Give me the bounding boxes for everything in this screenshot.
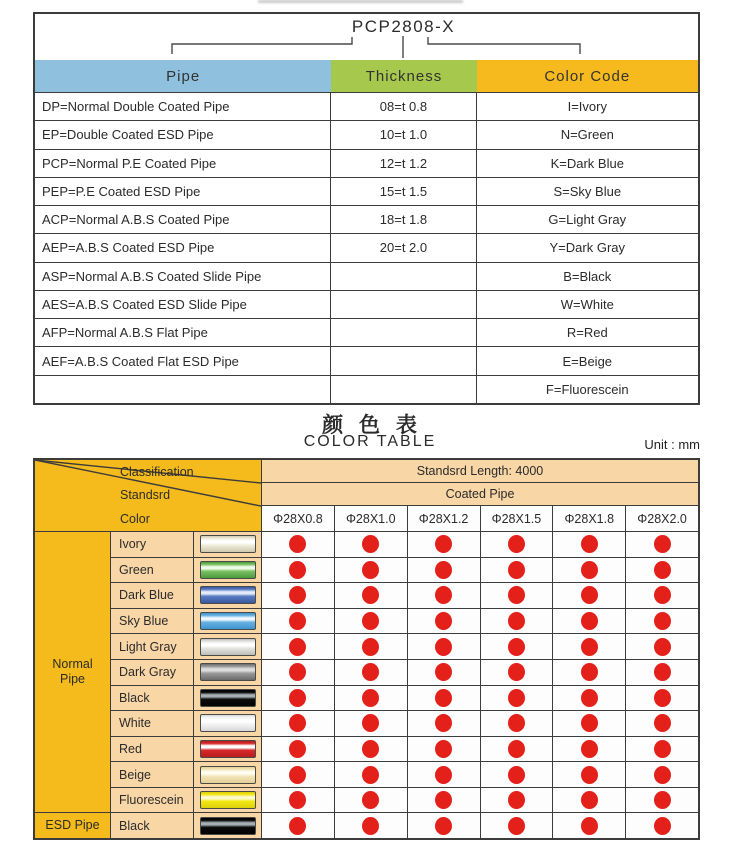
availability-cell xyxy=(626,583,698,608)
color-swatch-cell xyxy=(194,558,261,583)
availability-cell xyxy=(408,609,480,634)
color-swatch xyxy=(200,689,256,707)
available-dot-icon xyxy=(581,714,598,732)
color-code-cell: W=White xyxy=(560,296,614,312)
spec-header-color-code: Color Code xyxy=(477,60,698,92)
availability-cell xyxy=(553,558,625,583)
available-dot-icon xyxy=(581,791,598,809)
spec-row xyxy=(35,375,698,403)
thickness-code-cell xyxy=(331,319,476,346)
availability-cell xyxy=(262,532,334,557)
availability-cell xyxy=(335,737,407,762)
availability-cell xyxy=(553,532,625,557)
color-name-cell: Light Gray xyxy=(111,634,193,659)
pipe-code-cell xyxy=(35,376,331,403)
availability-cell xyxy=(408,558,480,583)
availability-cell xyxy=(262,737,334,762)
availability-cell xyxy=(262,558,334,583)
availability-cell xyxy=(481,788,553,813)
color-code-cell: S=Sky Blue xyxy=(553,183,622,199)
thickness-code-cell: 12=t 1.2 xyxy=(331,150,476,177)
available-dot-icon xyxy=(289,535,306,553)
available-dot-icon xyxy=(289,817,306,835)
color-name-cell: Black xyxy=(111,686,193,711)
color-code-cell: R=Red xyxy=(566,325,608,341)
size-header-cell: Φ28X1.8 xyxy=(553,506,625,531)
color-name-cell: Ivory xyxy=(111,532,193,557)
color-code-cell: G=Light Gray xyxy=(548,212,627,228)
corner-header-cell xyxy=(35,460,261,531)
thickness-code-cell xyxy=(331,347,476,374)
spec-row xyxy=(35,120,698,148)
availability-cell xyxy=(553,660,625,685)
spec-row xyxy=(35,318,698,346)
availability-cell xyxy=(408,813,480,838)
color-name-cell: Fluorescein xyxy=(111,788,193,813)
color-swatch-cell xyxy=(194,762,261,787)
color-code-cell: I=Ivory xyxy=(567,99,607,115)
model-code-table xyxy=(33,12,700,405)
color-name-cell: White xyxy=(111,711,193,736)
color-name-cell: Black xyxy=(111,813,193,838)
availability-cell xyxy=(335,711,407,736)
available-dot-icon xyxy=(362,612,379,630)
color-swatch xyxy=(200,791,256,809)
corner-label-classification: Classification xyxy=(120,464,194,479)
availability-cell xyxy=(335,813,407,838)
available-dot-icon xyxy=(508,561,525,579)
available-dot-icon xyxy=(508,586,525,604)
available-dot-icon xyxy=(654,638,671,656)
thickness-code-cell xyxy=(331,291,476,318)
thickness-code-cell: 15=t 1.5 xyxy=(331,178,476,205)
availability-cell xyxy=(481,634,553,659)
spec-row xyxy=(35,290,698,318)
available-dot-icon xyxy=(654,535,671,553)
available-dot-icon xyxy=(581,561,598,579)
color-swatch xyxy=(200,535,256,553)
availability-cell xyxy=(262,762,334,787)
color-name-cell: Green xyxy=(111,558,193,583)
color-swatch-cell xyxy=(194,711,261,736)
availability-cell xyxy=(481,686,553,711)
available-dot-icon xyxy=(654,689,671,707)
pipe-group-cell: ESD Pipe xyxy=(35,813,110,838)
availability-cell xyxy=(626,737,698,762)
availability-cell xyxy=(262,788,334,813)
available-dot-icon xyxy=(508,817,525,835)
available-dot-icon xyxy=(289,586,306,604)
color-name-cell: Red xyxy=(111,737,193,762)
available-dot-icon xyxy=(435,561,452,579)
availability-cell xyxy=(335,609,407,634)
pipe-code-cell: PCP=Normal P.E Coated Pipe xyxy=(35,150,331,177)
available-dot-icon xyxy=(508,612,525,630)
color-swatch-cell xyxy=(194,813,261,838)
color-swatch xyxy=(200,586,256,604)
availability-cell xyxy=(553,634,625,659)
color-name-cell: Sky Blue xyxy=(111,609,193,634)
available-dot-icon xyxy=(362,663,379,681)
availability-cell xyxy=(553,813,625,838)
availability-cell xyxy=(335,762,407,787)
color-name-cell: Dark Blue xyxy=(111,583,193,608)
availability-cell xyxy=(262,609,334,634)
availability-cell xyxy=(481,813,553,838)
available-dot-icon xyxy=(435,689,452,707)
spec-header-pipe: Pipe xyxy=(35,60,331,92)
available-dot-icon xyxy=(362,766,379,784)
available-dot-icon xyxy=(581,817,598,835)
spec-row xyxy=(35,149,698,177)
available-dot-icon xyxy=(362,638,379,656)
color-code-cell: K=Dark Blue xyxy=(550,155,624,171)
availability-cell xyxy=(335,788,407,813)
available-dot-icon xyxy=(581,766,598,784)
available-dot-icon xyxy=(362,535,379,553)
pipe-code-cell: AEF=A.B.S Coated Flat ESD Pipe xyxy=(35,347,331,374)
color-swatch-cell xyxy=(194,634,261,659)
model-code-title: PCP2808-X xyxy=(351,17,456,36)
availability-cell xyxy=(335,558,407,583)
size-header-cell: Φ28X0.8 xyxy=(262,506,334,531)
spec-row xyxy=(35,233,698,261)
color-name-cell: Dark Gray xyxy=(111,660,193,685)
available-dot-icon xyxy=(435,766,452,784)
color-table xyxy=(33,458,700,840)
availability-cell xyxy=(626,634,698,659)
spec-rows xyxy=(35,92,698,403)
availability-cell xyxy=(553,686,625,711)
available-dot-icon xyxy=(654,766,671,784)
pipe-code-cell: DP=Normal Double Coated Pipe xyxy=(35,93,331,120)
color-swatch xyxy=(200,612,256,630)
color-table-title-cn: 颜 色 表 xyxy=(322,414,422,437)
available-dot-icon xyxy=(362,740,379,758)
availability-cell xyxy=(481,609,553,634)
available-dot-icon xyxy=(654,663,671,681)
available-dot-icon xyxy=(654,817,671,835)
pipe-code-cell: EP=Double Coated ESD Pipe xyxy=(35,121,331,148)
available-dot-icon xyxy=(508,689,525,707)
pipe-group-cell: Normal Pipe xyxy=(35,532,110,812)
availability-cell xyxy=(553,711,625,736)
available-dot-icon xyxy=(508,766,525,784)
available-dot-icon xyxy=(435,663,452,681)
availability-cell xyxy=(262,711,334,736)
availability-cell xyxy=(481,737,553,762)
available-dot-icon xyxy=(289,689,306,707)
available-dot-icon xyxy=(435,817,452,835)
color-swatch-cell xyxy=(194,660,261,685)
available-dot-icon xyxy=(289,663,306,681)
available-dot-icon xyxy=(654,586,671,604)
availability-cell xyxy=(408,532,480,557)
available-dot-icon xyxy=(435,791,452,809)
available-dot-icon xyxy=(508,535,525,553)
availability-cell xyxy=(408,660,480,685)
available-dot-icon xyxy=(362,689,379,707)
availability-cell xyxy=(481,532,553,557)
availability-cell xyxy=(626,558,698,583)
spec-header-row xyxy=(35,60,698,92)
color-swatch-cell xyxy=(194,532,261,557)
thickness-code-cell: 20=t 2.0 xyxy=(331,234,476,261)
availability-cell xyxy=(335,660,407,685)
availability-cell xyxy=(481,558,553,583)
spec-header-thickness: Thickness xyxy=(331,60,476,92)
available-dot-icon xyxy=(289,561,306,579)
available-dot-icon xyxy=(508,791,525,809)
availability-cell xyxy=(408,737,480,762)
available-dot-icon xyxy=(435,535,452,553)
available-dot-icon xyxy=(654,740,671,758)
available-dot-icon xyxy=(435,714,452,732)
available-dot-icon xyxy=(362,791,379,809)
available-dot-icon xyxy=(289,612,306,630)
color-swatch xyxy=(200,766,256,784)
pipe-code-cell: PEP=P.E Coated ESD Pipe xyxy=(35,178,331,205)
available-dot-icon xyxy=(362,714,379,732)
corner-label-color: Color xyxy=(120,511,150,526)
thickness-code-cell xyxy=(331,376,476,403)
availability-cell xyxy=(553,788,625,813)
available-dot-icon xyxy=(508,638,525,656)
spec-row xyxy=(35,205,698,233)
color-code-cell: Y=Dark Gray xyxy=(549,240,626,256)
color-code-cell: E=Beige xyxy=(562,353,613,369)
available-dot-icon xyxy=(581,740,598,758)
color-swatch-cell xyxy=(194,788,261,813)
color-code-cell: B=Black xyxy=(563,268,612,284)
availability-cell xyxy=(335,583,407,608)
color-swatch xyxy=(200,740,256,758)
color-swatch-cell xyxy=(194,583,261,608)
available-dot-icon xyxy=(289,714,306,732)
available-dot-icon xyxy=(435,612,452,630)
availability-cell xyxy=(262,686,334,711)
color-swatch-cell xyxy=(194,609,261,634)
available-dot-icon xyxy=(581,663,598,681)
color-swatch xyxy=(200,663,256,681)
available-dot-icon xyxy=(508,663,525,681)
available-dot-icon xyxy=(581,586,598,604)
availability-cell xyxy=(626,788,698,813)
availability-cell xyxy=(262,583,334,608)
availability-cell xyxy=(553,609,625,634)
availability-cell xyxy=(335,634,407,659)
spec-row xyxy=(35,177,698,205)
available-dot-icon xyxy=(508,740,525,758)
corner-label-standard: Standsrd xyxy=(120,487,171,502)
availability-cell xyxy=(408,788,480,813)
available-dot-icon xyxy=(654,714,671,732)
availability-cell xyxy=(553,737,625,762)
color-name-cell: Beige xyxy=(111,762,193,787)
availability-cell xyxy=(481,762,553,787)
available-dot-icon xyxy=(362,817,379,835)
thickness-code-cell: 08=t 0.8 xyxy=(331,93,476,120)
availability-cell xyxy=(481,660,553,685)
color-table-title-en: COLOR TABLE xyxy=(303,433,437,450)
unit-label: Unit : mm xyxy=(644,437,700,452)
standard-length-cell: Standsrd Length: 4000 xyxy=(262,460,698,482)
thickness-code-cell xyxy=(331,263,476,290)
color-swatch-cell xyxy=(194,737,261,762)
pipe-code-cell: AFP=Normal A.B.S Flat Pipe xyxy=(35,319,331,346)
available-dot-icon xyxy=(289,638,306,656)
available-dot-icon xyxy=(435,740,452,758)
pipe-code-cell: ASP=Normal A.B.S Coated Slide Pipe xyxy=(35,263,331,290)
availability-cell xyxy=(626,532,698,557)
pipe-code-cell: AES=A.B.S Coated ESD Slide Pipe xyxy=(35,291,331,318)
model-code-header xyxy=(35,14,698,60)
pipe-code-cell: AEP=A.B.S Coated ESD Pipe xyxy=(35,234,331,261)
spec-row xyxy=(35,92,698,120)
available-dot-icon xyxy=(289,740,306,758)
availability-cell xyxy=(262,660,334,685)
availability-cell xyxy=(262,813,334,838)
color-code-cell: N=Green xyxy=(560,127,614,143)
availability-cell xyxy=(626,660,698,685)
available-dot-icon xyxy=(289,791,306,809)
availability-cell xyxy=(553,762,625,787)
availability-cell xyxy=(626,686,698,711)
spec-row xyxy=(35,346,698,374)
availability-cell xyxy=(408,686,480,711)
color-swatch-cell xyxy=(194,686,261,711)
thickness-code-cell: 18=t 1.8 xyxy=(331,206,476,233)
size-header-cell: Φ28X1.0 xyxy=(335,506,407,531)
availability-cell xyxy=(626,762,698,787)
size-header-cell: Φ28X1.2 xyxy=(408,506,480,531)
coated-pipe-cell: Coated Pipe xyxy=(262,483,698,505)
scan-artifact xyxy=(258,0,463,3)
availability-cell xyxy=(408,762,480,787)
available-dot-icon xyxy=(362,586,379,604)
available-dot-icon xyxy=(508,714,525,732)
availability-cell xyxy=(626,711,698,736)
available-dot-icon xyxy=(581,535,598,553)
color-code-cell: F=Fluorescein xyxy=(545,381,629,397)
available-dot-icon xyxy=(289,766,306,784)
color-swatch xyxy=(200,714,256,732)
size-header-cell: Φ28X2.0 xyxy=(626,506,698,531)
availability-cell xyxy=(481,583,553,608)
spec-row xyxy=(35,262,698,290)
thickness-code-cell: 10=t 1.0 xyxy=(331,121,476,148)
color-swatch xyxy=(200,561,256,579)
availability-cell xyxy=(481,711,553,736)
available-dot-icon xyxy=(581,638,598,656)
availability-cell xyxy=(408,583,480,608)
size-header-cell: Φ28X1.5 xyxy=(481,506,553,531)
availability-cell xyxy=(626,813,698,838)
available-dot-icon xyxy=(435,586,452,604)
available-dot-icon xyxy=(581,689,598,707)
color-swatch xyxy=(200,817,256,835)
availability-cell xyxy=(408,711,480,736)
availability-cell xyxy=(626,609,698,634)
available-dot-icon xyxy=(654,561,671,579)
available-dot-icon xyxy=(654,612,671,630)
pipe-code-cell: ACP=Normal A.B.S Coated Pipe xyxy=(35,206,331,233)
color-swatch xyxy=(200,638,256,656)
available-dot-icon xyxy=(581,612,598,630)
availability-cell xyxy=(408,634,480,659)
availability-cell xyxy=(262,634,334,659)
available-dot-icon xyxy=(435,638,452,656)
available-dot-icon xyxy=(654,791,671,809)
availability-cell xyxy=(335,532,407,557)
availability-cell xyxy=(335,686,407,711)
available-dot-icon xyxy=(362,561,379,579)
availability-cell xyxy=(553,583,625,608)
